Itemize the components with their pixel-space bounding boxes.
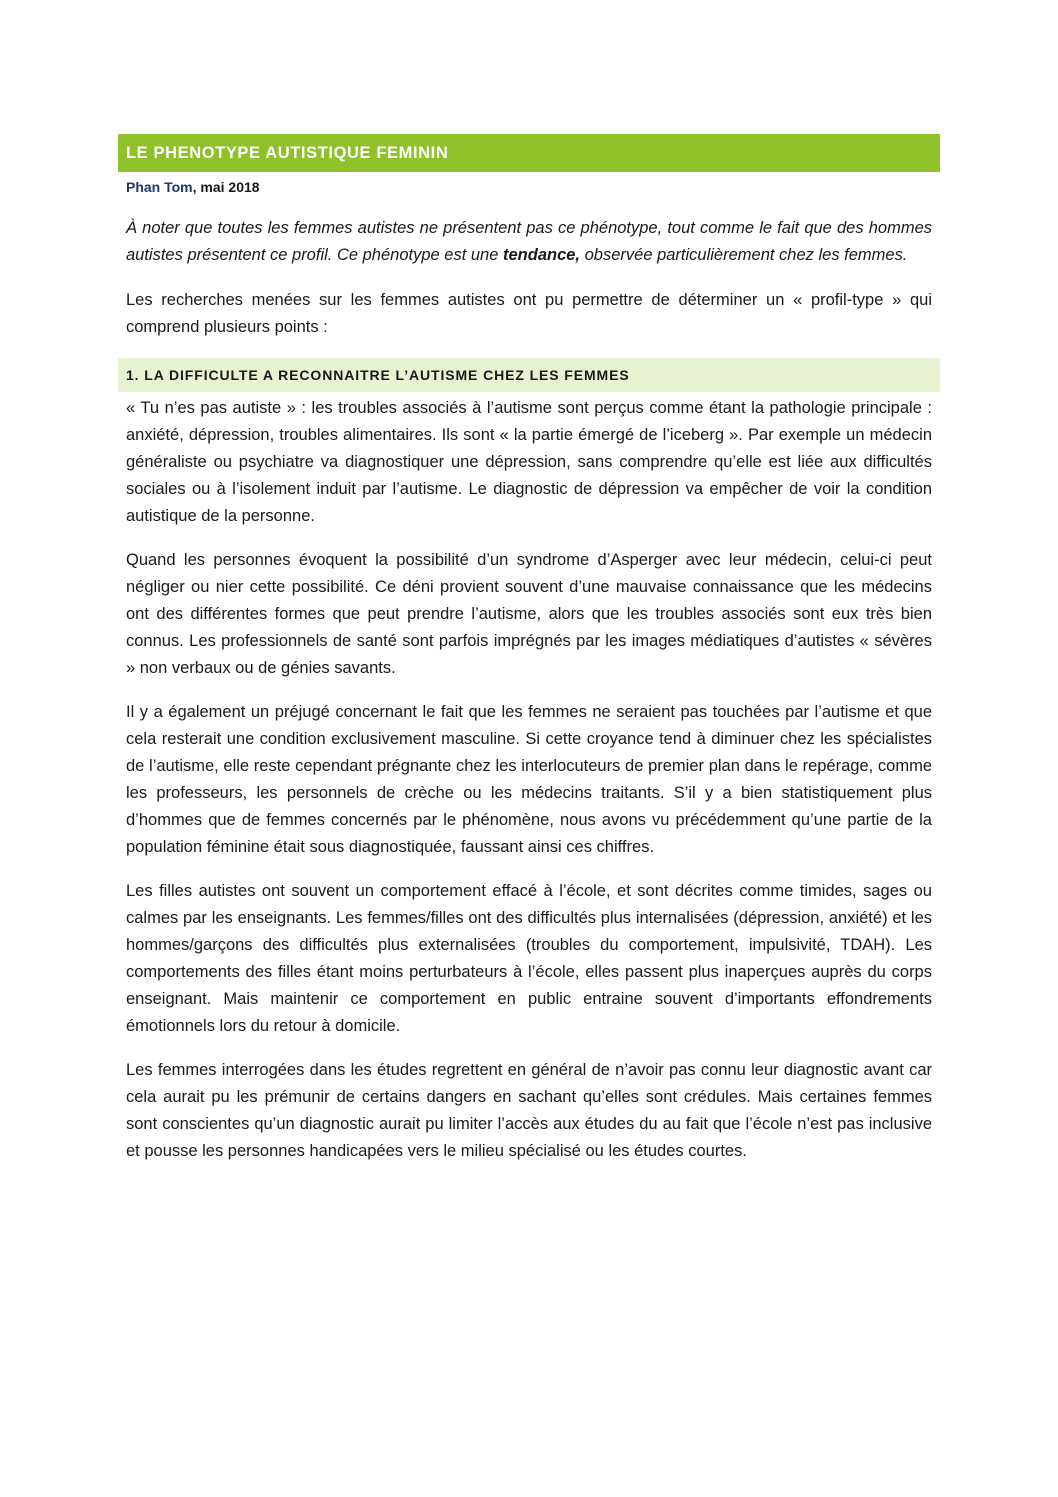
byline: [118, 176, 940, 198]
body-paragraph: Quand les personnes évoquent la possibilité d’un syndrome d’Asperger avec leur médecin, celui-ci peut négliger ou nier cette possibilité. Ce déni provient souvent d’une mauvaise connaissance que les médecins ont des différentes formes que peut prendre l’autisme, alors que les troubles associés sont eux très bien connus. Les professionnels de santé sont parfois imprégnés par les images médiatiques d’autistes « sévères » non verbaux ou de génies savants.: [126, 551, 932, 677]
body-paragraph: « Tu n’es pas autiste » : les troubles associés à l’autisme sont perçus comme étant la pathologie principale : anxiété, dépression, troubles alimentaires. Ils sont « la partie émergé de l’iceberg ». Par exemple un médecin généraliste ou psychiatre va diagnostiquer une dépression, sans comprendre qu’elle est liée aux difficultés sociales ou à l’isolement induit par l’autisme. Le diagnostic de dépression va empêcher de voir la condition autistique de la personne.: [126, 399, 932, 525]
note-text-after: observée particulièrement chez les femmes.: [580, 246, 908, 264]
author-name: Phan Tom: [126, 179, 193, 195]
body-paragraph: Les filles autistes ont souvent un comportement effacé à l’école, et sont décrites comme timides, sages ou calmes par les enseignants. Les femmes/filles ont des difficultés plus internalisées (dépression, anxiété) et les hommes/garçons des difficultés plus externalisées (troubles du comportement, impulsivité, TDAH). Les comportements des filles étant moins perturbateurs à l’école, elles passent plus inaperçues auprès du corps enseignant. Mais maintenir ce comportement en public entraine souvent d’importants effondrements émotionnels lors du retour à domicile.: [126, 882, 932, 1035]
body-paragraph: Les femmes interrogées dans les études regrettent en général de n’avoir pas connu leur diagnostic avant car cela aurait pu les prémunir de certains dangers en sachant qu’elles sont crédules. Mais certaines femmes sont conscientes qu’un diagnostic aurait pu limiter l’accès aux études du au fait que l’école n’est pas inclusive et pousse les personnes handicapées vers le milieu spécialisé ou les études courtes.: [126, 1061, 932, 1160]
document-page: [118, 134, 940, 1165]
document-title-bar: [118, 134, 940, 172]
note-paragraph: [118, 215, 940, 269]
note-text-before: À noter que toutes les femmes autistes ne présentent pas ce phénotype, tout comme le fait que des hommes autistes présentent ce profil. Ce phénotype est une: [126, 219, 932, 264]
note-emphasis: tendance,: [503, 246, 581, 264]
intro-paragraph: Les recherches menées sur les femmes autistes ont pu permettre de déterminer un « profil-type » qui comprend plusieurs points :: [126, 291, 932, 336]
publication-date: , mai 2018: [192, 179, 260, 195]
section-heading: 1. LA DIFFICULTE A RECONNAITRE L’AUTISME CHEZ LES FEMMES: [126, 367, 630, 383]
document-title: LE PHENOTYPE AUTISTIQUE FEMININ: [126, 143, 449, 162]
section-heading-bar: [118, 358, 940, 392]
body-paragraph: Il y a également un préjugé concernant le fait que les femmes ne seraient pas touchées par l’autisme et que cela resterait une condition exclusivement masculine. Si cette croyance tend à diminuer chez les spécialistes de l’autisme, elle reste cependant prégnante chez les interlocuteurs de premier plan dans le repérage, comme les professeurs, les personnels de crèche ou les médecins traitants. S’il y a bien statistiquement plus d’hommes que de femmes concernés par le phénomène, nous avons vu précédemment qu’une partie de la population féminine était sous diagnostiquée, faussant ainsi ces chiffres.: [126, 703, 932, 856]
